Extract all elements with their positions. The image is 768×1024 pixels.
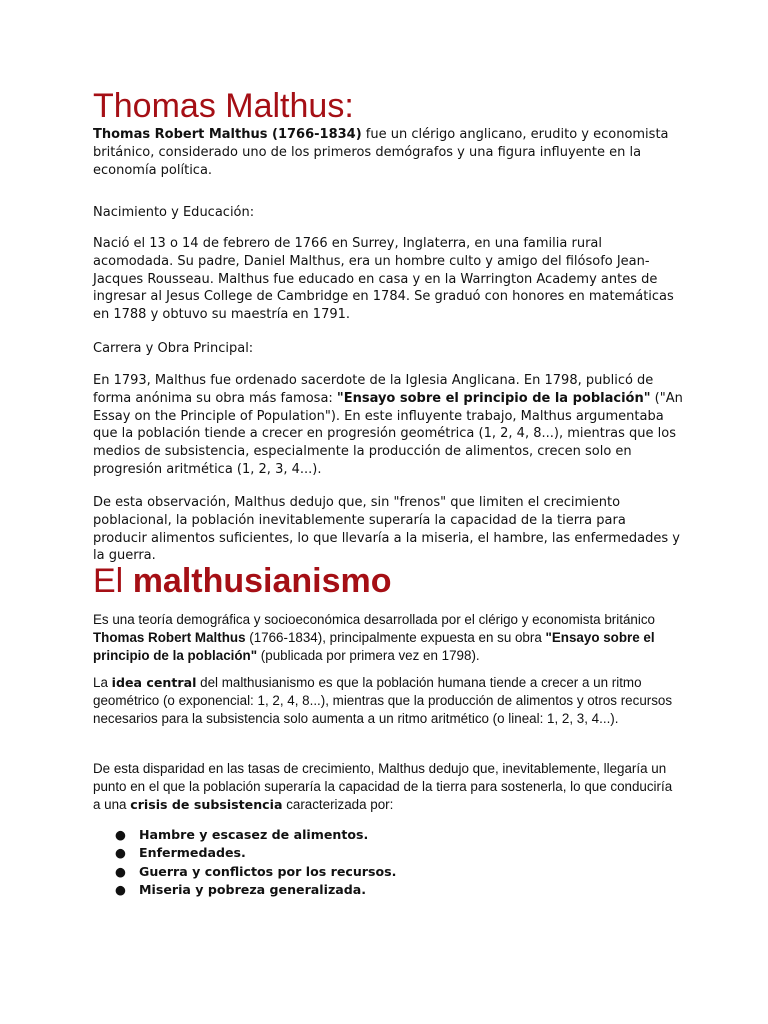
bullet-icon: ● [115,827,126,842]
list-item [93,844,683,862]
birth-heading: Nacimiento y Educación: [93,205,255,220]
career-heading: Carrera y Obra Principal: [93,341,254,356]
career-essay-title: "Ensayo sobre el principio de la población" [336,390,651,406]
list-item [93,863,683,881]
list-item-text: Hambre y escasez de alimentos. [139,827,369,842]
list-item [93,881,683,899]
central-idea-text-post: del malthusianismo es que la población humana tiende a crecer a un ritmo geométrico (o exponencial: 1, 2, 4, 8...), mientras que la producción de alimentos y otros recursos necesarios para la subsistencia solo aumenta a un ritmo aritmético (o lineal: 1, 2, 3, 4...). [93,675,673,726]
section-title-bold: malthusianismo [132,562,392,600]
definition-paragraph [93,611,683,665]
intro-paragraph [93,126,683,179]
bullet-icon: ● [115,881,126,897]
intro-name: Thomas Robert Malthus (1766-1834) [93,127,362,142]
definition-name: Thomas Robert Malthus [93,630,246,645]
definition-text-pre: Es una teoría demográfica y socioeconómica desarrollada por el clérigo y economista británico [93,612,655,627]
definition-text-post: (publicada por primera vez en 1798). [257,648,480,663]
career-text-pre: En 1793, Malthus fue ordenado sacerdote de la Iglesia Anglicana. En 1798, publicó de forma anónima su obra más famosa: [93,373,654,406]
birth-paragraph: Nació el 13 o 14 de febrero de 1766 en Surrey, Inglaterra, en una familia rural acomodada. Su padre, Daniel Malthus, era un hombre culto y amigo del filósofo Jean-Jacques Rousseau. Malthus fue educado en casa y en la Warrington Academy antes de ingresar al Jesus College de Cambridge en 1784. Se graduó con honores en matemáticas en 1788 y obtuvo su maestría en 1791. [93,236,674,323]
list-item-text: Guerra y conflictos por los recursos. [139,863,397,879]
page-title: Thomas Malthus: [93,87,354,125]
intro-text: fue un clérigo anglicano, erudito y economista británico, considerado uno de los primeros demógrafos y una figura influyente en la economía política. [93,127,669,178]
central-idea-bold: idea central [111,675,197,690]
crisis-text-post: caracterizada por: [282,797,394,812]
crisis-text-pre: De esta disparidad en las tasas de crecimiento, Malthus dedujo que, inevitablemente, llegaría un punto en el que la población superaría la capacidad de la tierra para sostenerla, lo que conduciría a una [93,761,673,812]
list-item-text: Enfermedades. [139,845,246,861]
crisis-paragraph [93,760,683,814]
career-paragraph [93,372,683,479]
crisis-bold: crisis de subsistencia [130,797,283,812]
definition-essay-title: "Ensayo sobre el principio de la población" [93,630,655,663]
observation-paragraph: De esta observación, Malthus dedujo que, sin "frenos" que limiten el crecimiento poblacional, la población inevitablemente superaría la capacidad de la tierra para producir alimentos suficientes, lo que llevaría a la miseria, el hambre, las enfermedades y la guerra. [93,495,680,564]
bullet-icon: ● [115,845,126,861]
central-idea-text-pre: La [93,675,112,690]
crisis-list [93,826,683,899]
career-text-post: ("An Essay on the Principle of Population"). En este influyente trabajo, Malthus argumentaba que la población tiende a crecer en progresión geométrica (1, 2, 4, 8...), mientras que los medios de subsistencia, especialmente la producción de alimentos, crecen solo en progresión aritmética (1, 2, 3, 4...). [93,390,683,477]
list-item [93,826,683,844]
section-title-el: El [93,562,133,600]
bullet-icon: ● [115,863,126,879]
definition-text-mid: (1766-1834), principalmente expuesta en su obra [245,630,546,645]
list-item-text: Miseria y pobreza generalizada. [139,881,367,897]
section-title-malthusianismo [93,562,683,600]
central-idea-paragraph [93,674,683,728]
